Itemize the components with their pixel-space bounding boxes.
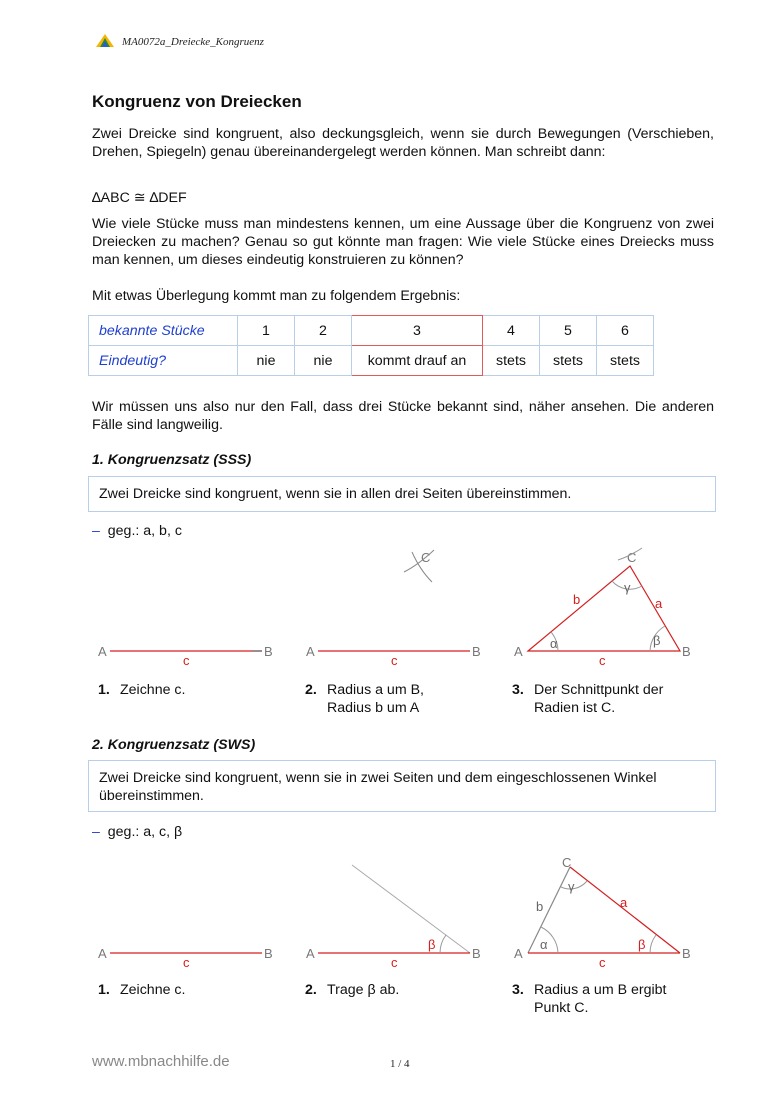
label-B: B [682, 946, 691, 961]
angle-ray [352, 865, 470, 953]
table-cell: 2 [295, 316, 352, 346]
step-text: Der Schnittpunkt der [534, 682, 664, 698]
table-cell: nie [238, 346, 295, 376]
congruence-formula: ∆ABC ≅ ∆DEF [92, 190, 187, 206]
step-text: Trage β ab. [327, 982, 400, 998]
label-gamma: γ [568, 879, 575, 894]
label-B: B [264, 946, 273, 961]
label-A: A [98, 946, 107, 961]
sws-figure-2 [300, 853, 500, 983]
step-text: Zeichne c. [120, 682, 186, 698]
given-text: geg.: a, b, c [107, 523, 182, 539]
table-row [89, 346, 654, 376]
side-a [570, 867, 680, 953]
label-gamma: γ [624, 580, 631, 595]
sss-figure-3 [510, 530, 710, 680]
given-text: geg.: a, c, β [107, 824, 183, 840]
label-A: A [98, 644, 107, 659]
sws-figure-1 [92, 940, 282, 980]
step-number: 1. [98, 982, 110, 998]
table-cell: 4 [483, 316, 540, 346]
step-number: 3. [512, 682, 524, 698]
label-alpha: α [550, 636, 558, 651]
row-label-known-pieces: bekannte Stücke [89, 316, 238, 346]
given-dash: – [92, 824, 100, 840]
label-B: B [264, 644, 273, 659]
page-title: Kongruenz von Dreiecken [92, 92, 302, 111]
angle-beta-arc [440, 935, 446, 953]
logo-icon [96, 34, 114, 48]
label-B: B [472, 644, 481, 659]
label-B: B [682, 644, 691, 659]
sss-figure-2 [300, 530, 500, 680]
label-c: c [391, 653, 398, 668]
table-row [89, 316, 654, 346]
table-cell: stets [597, 346, 654, 376]
label-c: c [183, 955, 190, 970]
label-b: b [536, 899, 544, 914]
label-beta: β [638, 937, 646, 952]
step-text: Zeichne c. [120, 982, 186, 998]
sws-step-2 [305, 981, 399, 999]
sws-heading: 2. Kongruenzsatz (SWS) [92, 737, 256, 753]
step-text-cont: Radius b um A [327, 700, 420, 716]
table-cell: 6 [597, 316, 654, 346]
label-A: A [514, 644, 523, 659]
label-beta: β [653, 633, 661, 648]
label-c: c [391, 955, 398, 970]
question-paragraph: Wie viele Stücke muss man mindestens kennen, um eine Aussage über die Kongruenz von zwei Dreiecken zu machen? Genau so gut könnte man fragen: Wie viele Stücke eines Dreiecks muss man kennen, um dieses eindeutig konstruieren zu können? [92, 216, 714, 268]
step-number: 2. [305, 982, 317, 998]
step-text-cont: Punkt C. [534, 1000, 589, 1016]
sss-step-2 [305, 681, 424, 717]
footer-website: www.mbnachhilfe.de [92, 1053, 230, 1070]
side-b [528, 867, 570, 953]
table-cell-highlight: 3 [352, 316, 483, 346]
label-a: a [620, 895, 628, 910]
sss-statement-box: Zwei Dreicke sind kongruent, wenn sie in allen drei Seiten übereinstimmen. [88, 476, 716, 512]
given-dash: – [92, 523, 100, 539]
step-text: Radius a um B ergibt [534, 982, 667, 998]
step-number: 3. [512, 982, 524, 998]
step-text-cont: Radien ist C. [534, 700, 616, 716]
label-C: C [562, 855, 572, 870]
label-c: c [183, 653, 190, 668]
table-cell: stets [483, 346, 540, 376]
sws-step-1 [98, 981, 185, 999]
label-A: A [514, 946, 523, 961]
step-number: 2. [305, 682, 317, 698]
label-A: A [306, 946, 315, 961]
step-number: 1. [98, 682, 110, 698]
page-number: 1 / 4 [390, 1058, 410, 1070]
sss-step-3 [512, 681, 663, 717]
table-cell: 1 [238, 316, 295, 346]
intro-paragraph: Zwei Dreicke sind kongruent, also deckungsgleich, wenn sie durch Bewegungen (Verschieben, Drehen, Spiegeln) genau übereinandergelegt werden können. Man schreibt dann: [92, 126, 714, 160]
row-label-unique: Eindeutig? [89, 346, 238, 376]
table-cell: stets [540, 346, 597, 376]
document-name: MA0072a_Dreiecke_Kongruenz [122, 36, 264, 48]
label-alpha: α [540, 937, 548, 952]
sss-heading: 1. Kongruenzsatz (SSS) [92, 452, 252, 468]
pieces-table [88, 315, 654, 376]
table-cell: 5 [540, 316, 597, 346]
table-cell-highlight: kommt drauf an [352, 346, 483, 376]
label-B: B [472, 946, 481, 961]
sws-figure-3 [510, 843, 710, 983]
sss-figure-1 [92, 638, 282, 678]
angle-beta-arc [650, 935, 656, 953]
label-C: C [627, 550, 637, 565]
label-c: c [599, 955, 606, 970]
label-b: b [573, 592, 581, 607]
label-C: C [421, 550, 431, 565]
table-cell: nie [295, 346, 352, 376]
sws-step-3 [512, 981, 666, 1017]
sws-statement-box: Zwei Dreicke sind kongruent, wenn sie in zwei Seiten und dem eingeschlossenen Winkel übereinstimmen. [88, 760, 716, 812]
label-beta: β [428, 937, 436, 952]
label-a: a [655, 596, 663, 611]
sws-given [92, 823, 182, 841]
result-intro: Mit etwas Überlegung kommt man zu folgendem Ergebnis: [92, 288, 461, 304]
label-A: A [306, 644, 315, 659]
step-text: Radius a um B, [327, 682, 424, 698]
sss-step-1 [98, 681, 185, 699]
sss-given [92, 522, 182, 540]
conclusion-paragraph: Wir müssen uns also nur den Fall, dass drei Stücke bekannt sind, näher ansehen. Die anderen Fälle sind langweilig. [92, 399, 714, 433]
label-c: c [599, 653, 606, 668]
